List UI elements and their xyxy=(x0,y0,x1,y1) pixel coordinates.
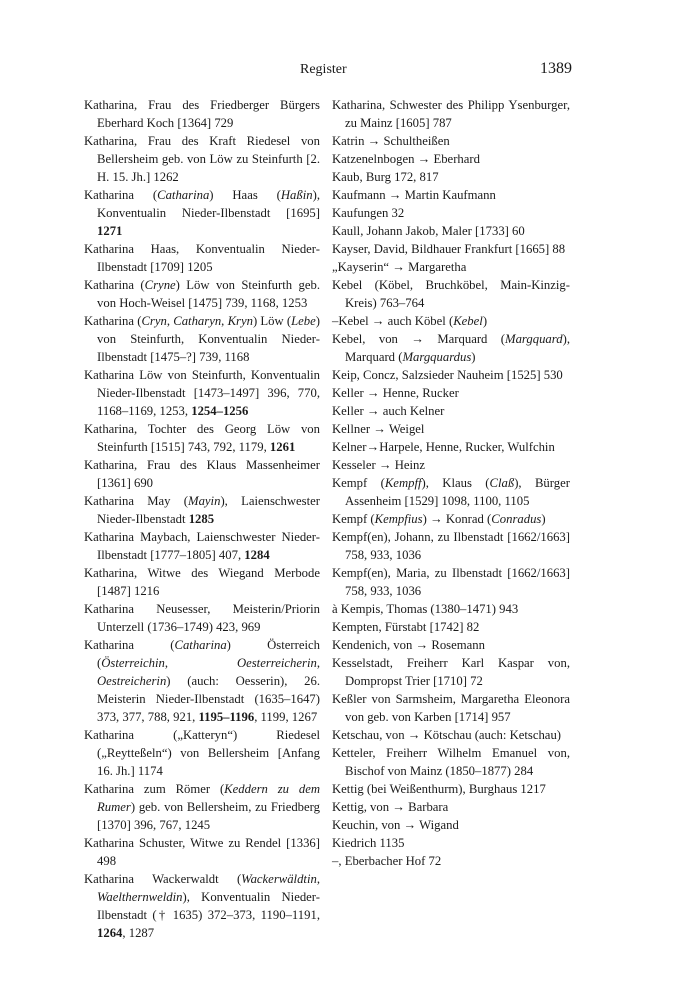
index-entry xyxy=(84,600,320,636)
index-entry xyxy=(332,852,570,870)
entry-text: Kempf ( xyxy=(332,512,375,526)
index-entry xyxy=(332,402,570,420)
entry-text: Kesseler → Heinz xyxy=(332,458,426,472)
entry-text: Keßler von Sarmsheim, Margaretha Eleonora von geb. von Karben [1714] 957 xyxy=(332,692,570,724)
entry-bold-page-ref: 1285 xyxy=(188,512,215,526)
entry-italic-text: Catharina xyxy=(157,188,210,202)
entry-italic-text: Margquardus xyxy=(402,350,472,364)
index-entry xyxy=(332,618,570,636)
entry-text: Keuchin, von → Wigand xyxy=(332,818,459,832)
index-entry xyxy=(332,312,570,330)
entry-text: ), Bürger Assenheim [1529] 1098, 1100, 1105 xyxy=(345,476,570,508)
entry-text: Kempf(en), Johann, zu Ilbenstadt [1662/1663] 758, 933, 1036 xyxy=(332,530,570,562)
entry-text: Kelner→Harpele, Henne, Rucker, Wulfchin xyxy=(332,440,555,454)
entry-text: ), Konventualin Nieder-Ilbenstadt [1695] xyxy=(97,188,320,220)
entry-text: Kellner → Weigel xyxy=(332,422,425,436)
entry-text: Kaufungen 32 xyxy=(332,206,405,220)
entry-text: Kempten, Fürstabt [1742] 82 xyxy=(332,620,480,634)
index-entry xyxy=(332,744,570,780)
index-entry xyxy=(84,240,320,276)
entry-text: ), Klaus ( xyxy=(421,476,490,490)
index-entry xyxy=(84,312,320,366)
entry-text: ) xyxy=(541,512,546,526)
entry-text: Katharina, Schwester des Philipp Ysenburger, zu Mainz [1605] 787 xyxy=(332,98,570,130)
index-entry xyxy=(84,276,320,312)
index-entry xyxy=(84,132,320,186)
index-entry xyxy=(332,456,570,474)
entry-bold-page-ref: 1271 xyxy=(97,224,123,238)
index-entry xyxy=(332,798,570,816)
index-entry xyxy=(332,528,570,564)
index-entry xyxy=(84,420,320,456)
index-entry xyxy=(332,132,570,150)
entry-text: ) Österreich ( xyxy=(97,638,320,670)
entry-italic-text: Waelthernweldin xyxy=(97,890,183,904)
entry-text: ), Laienschwester Nieder-Ilbenstadt xyxy=(97,494,320,526)
index-entry xyxy=(84,528,320,564)
entry-text: ), Marquard ( xyxy=(345,332,570,364)
entry-text: Ketschau, von → Kötschau (auch: Ketschau) xyxy=(332,728,562,742)
index-entry xyxy=(332,330,570,366)
index-entry xyxy=(332,780,570,798)
index-entry xyxy=(332,366,570,384)
index-entry xyxy=(84,564,320,600)
entry-italic-text: Conradus xyxy=(491,512,542,526)
entry-text: Katharina, Frau des Friedberger Bürgers Eberhard Koch [1364] 729 xyxy=(84,98,320,130)
index-entry xyxy=(332,186,570,204)
entry-italic-text: Wackerwäldtin xyxy=(241,872,317,886)
index-entry xyxy=(332,654,570,690)
entry-text: , xyxy=(221,314,228,328)
entry-text: , xyxy=(316,656,320,670)
index-entry xyxy=(84,780,320,834)
entry-text: Katharina Neusesser, Meisterin/Priorin Unterzell (1736–1749) 423, 969 xyxy=(84,602,320,634)
entry-italic-text: Claß xyxy=(489,476,515,490)
index-entry xyxy=(332,276,570,312)
entry-italic-text: Kryn xyxy=(227,314,253,328)
entry-italic-text: Kempfius xyxy=(374,512,423,526)
entry-italic-text: Haßin xyxy=(280,188,313,202)
entry-text: Kaufmann → Martin Kaufmann xyxy=(332,188,496,202)
index-entry xyxy=(84,366,320,420)
entry-text: Kebel, von → Marquard ( xyxy=(332,332,506,346)
entry-text: Katharina, Tochter des Georg Löw von Steinfurth [1515] 743, 792, 1179, xyxy=(84,422,320,454)
index-entry xyxy=(332,222,570,240)
index-entry xyxy=(84,834,320,870)
entry-text: Kettig (bei Weißenthurm), Burghaus 1217 xyxy=(332,782,546,796)
entry-text: ) (auch: Oesserin), 26. Meisterin Nieder-Ilbenstadt (1635–1647) 373, 377, 788, 921, xyxy=(97,674,320,724)
entry-text: , 1287 xyxy=(122,926,155,940)
entry-text: Keller → auch Kelner xyxy=(332,404,445,418)
entry-italic-text: Catharina xyxy=(174,638,227,652)
entry-text: , xyxy=(164,656,237,670)
index-entry xyxy=(84,456,320,492)
index-entry xyxy=(332,636,570,654)
entry-text: ), Konventualin Nieder-Ilbenstadt († 1635) 372–373, 1190–1191, xyxy=(97,890,320,922)
page-number: 1389 xyxy=(540,60,572,77)
index-entry xyxy=(84,96,320,132)
entry-text: Katharina („Katteryn“) Riedesel („Reytteßeln“) von Bellersheim [Anfang 16. Jh.] 1174 xyxy=(84,728,320,778)
entry-italic-text: Österreichin xyxy=(101,656,165,670)
index-entry xyxy=(332,510,570,528)
index-entry xyxy=(332,150,570,168)
entry-text: Katharina, Frau des Klaus Massenheimer [1361] 690 xyxy=(84,458,320,490)
entry-text: Katharina zum Römer ( xyxy=(84,782,225,796)
index-entry xyxy=(332,726,570,744)
entry-text: Katharina ( xyxy=(84,638,175,652)
entry-text: ) Haas ( xyxy=(209,188,281,202)
entry-text: , xyxy=(166,314,174,328)
index-entry xyxy=(332,258,570,276)
entry-text: „Kayserin“ → Margaretha xyxy=(332,260,467,274)
index-entry xyxy=(84,186,320,240)
index-entry xyxy=(84,870,320,942)
entry-italic-text: Kebel xyxy=(453,314,483,328)
index-entry xyxy=(332,690,570,726)
index-entry xyxy=(332,204,570,222)
index-entry xyxy=(332,384,570,402)
entry-text: , 1199, 1267 xyxy=(254,710,318,724)
entry-italic-text: Keddern zu dem Rumer xyxy=(97,782,320,814)
entry-text: Kempf ( xyxy=(332,476,385,490)
entry-text: Kesselstadt, Freiherr Karl Kaspar von, Dompropst Trier [1710] 72 xyxy=(332,656,570,688)
entry-text: Kaub, Burg 172, 817 xyxy=(332,170,439,184)
entry-italic-text: Cryn xyxy=(141,314,167,328)
entry-text: , xyxy=(316,872,320,886)
entry-text: Katharina Haas, Konventualin Nieder-Ilbenstadt [1709] 1205 xyxy=(84,242,320,274)
entry-italic-text: Cryne xyxy=(144,278,176,292)
index-entry xyxy=(84,726,320,780)
entry-italic-text: Oestreicherin xyxy=(97,674,167,688)
entry-bold-page-ref: 1284 xyxy=(244,548,270,562)
entry-text: Katharina, Frau des Kraft Riedesel von Bellersheim geb. von Löw zu Steinfurth [2. H. 15. Jh.] 1262 xyxy=(84,134,320,184)
entry-text: ) Löw von Steinfurth geb. von Hoch-Weisel [1475] 739, 1168, 1253 xyxy=(97,278,321,310)
index-entry xyxy=(332,96,570,132)
index-entry xyxy=(332,816,570,834)
entry-text: Katharina, Witwe des Wiegand Merbode [1487] 1216 xyxy=(84,566,320,598)
entry-text: Kayser, David, Bildhauer Frankfurt [1665] 88 xyxy=(332,242,566,256)
entry-text: à Kempis, Thomas (1380–1471) 943 xyxy=(332,602,519,616)
entry-text: Katharina ( xyxy=(84,314,142,328)
entry-text: Ketteler, Freiherr Wilhelm Emanuel von, Bischof von Mainz (1850–1877) 284 xyxy=(332,746,570,778)
entry-text: Katharina Schuster, Witwe zu Rendel [1336] 498 xyxy=(84,836,320,868)
entry-text: ) → Konrad ( xyxy=(422,512,492,526)
entry-text: –Kebel → auch Köbel ( xyxy=(332,314,454,328)
entry-text: Kempf(en), Maria, zu Ilbenstadt [1662/1663] 758, 933, 1036 xyxy=(332,566,570,598)
entry-text: ) xyxy=(471,350,476,364)
index-entry xyxy=(332,564,570,600)
entry-bold-page-ref: 1264 xyxy=(97,926,123,940)
entry-text: Keller → Henne, Rucker xyxy=(332,386,459,400)
entry-text: Katrin → Schultheißen xyxy=(332,134,450,148)
entry-text: Kiedrich 1135 xyxy=(332,836,405,850)
entry-text: –, Eberbacher Hof 72 xyxy=(332,854,442,868)
entry-text: Katzenelnbogen → Eberhard xyxy=(332,152,480,166)
entry-text: Katharina ( xyxy=(84,278,145,292)
index-entry xyxy=(332,420,570,438)
entry-text: Katharina Löw von Steinfurth, Konventualin Nieder-Ilbenstadt [1473–1497] 396, 770, 1168–1169, 1253, xyxy=(84,368,320,418)
entry-text: Kaull, Johann Jakob, Maler [1733] 60 xyxy=(332,224,525,238)
entry-text: Katharina ( xyxy=(84,188,158,202)
index-entry xyxy=(84,636,320,726)
index-entry xyxy=(84,492,320,528)
entry-italic-text: Margquard xyxy=(505,332,563,346)
entry-italic-text: Catharyn xyxy=(173,314,222,328)
index-entry xyxy=(332,474,570,510)
entry-text: Katharina Wackerwaldt ( xyxy=(84,872,242,886)
index-entry xyxy=(332,834,570,852)
entry-bold-page-ref: 1195–1196 xyxy=(198,710,255,724)
left-index-column xyxy=(84,96,320,942)
index-entry xyxy=(332,438,570,456)
entry-text: Katharina May ( xyxy=(84,494,189,508)
entry-text: ) xyxy=(482,314,488,328)
entry-italic-text: Kempff xyxy=(384,476,422,490)
index-entry xyxy=(332,240,570,258)
entry-bold-page-ref: 1254–1256 xyxy=(191,404,249,418)
entry-text: ) Löw ( xyxy=(252,314,292,328)
entry-italic-text: Mayin xyxy=(188,494,221,508)
right-index-column xyxy=(332,96,570,870)
entry-text: Kebel (Köbel, Bruchköbel, Main-Kinzig-Kreis) 763–764 xyxy=(332,278,570,310)
entry-text: ) von Steinfurth, Konventualin Nieder-Ilbenstadt [1475–?] 739, 1168 xyxy=(97,314,320,364)
entry-bold-page-ref: 1261 xyxy=(269,440,296,454)
entry-italic-text: Oesterreicherin xyxy=(236,656,317,670)
entry-text: Kendenich, von → Rosemann xyxy=(332,638,485,652)
entry-text: Keip, Concz, Salzsieder Nauheim [1525] 530 xyxy=(332,368,563,382)
entry-text: Katharina Maybach, Laienschwester Nieder-Ilbenstadt [1777–1805] 407, xyxy=(84,530,320,562)
index-entry xyxy=(332,168,570,186)
running-head: Register xyxy=(300,62,347,77)
index-entry xyxy=(332,600,570,618)
entry-text: Kettig, von → Barbara xyxy=(332,800,449,814)
entry-italic-text: Lebe xyxy=(291,314,316,328)
entry-text: ) geb. von Bellersheim, zu Friedberg [1370] 396, 767, 1245 xyxy=(97,800,320,832)
